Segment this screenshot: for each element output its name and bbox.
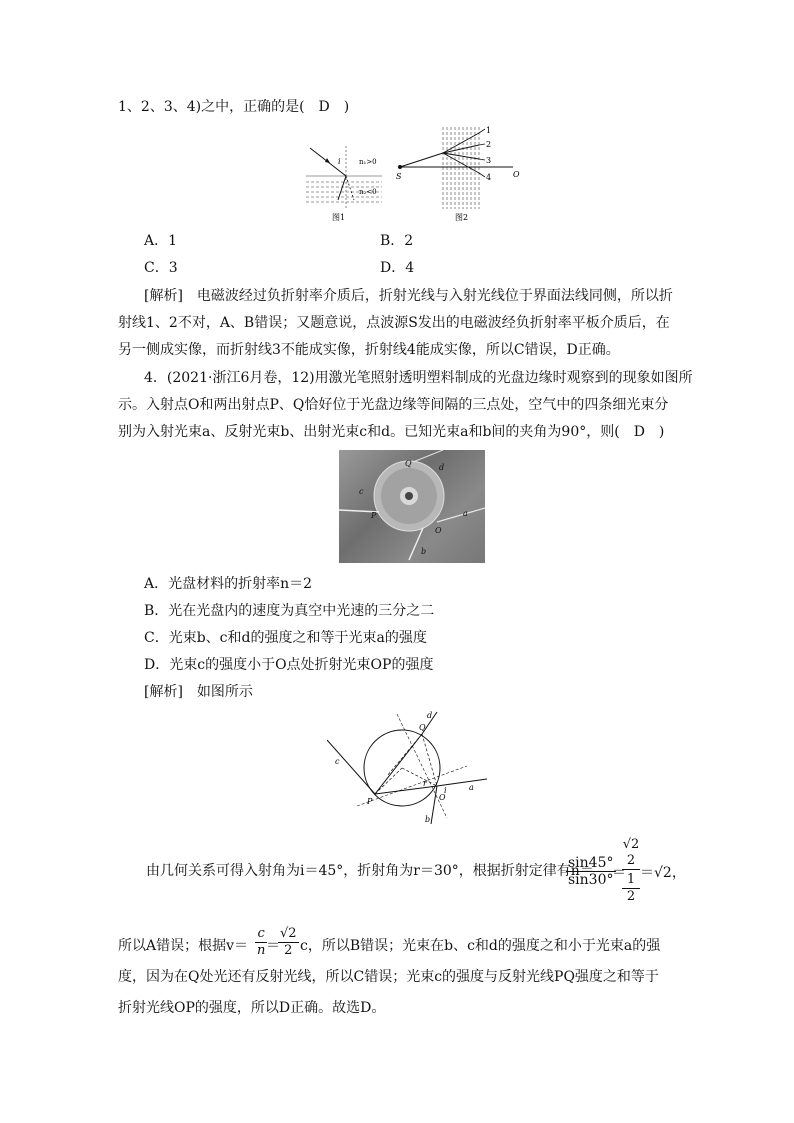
fig1-n1: n₁>0 <box>359 158 377 166</box>
fig2-label-3: 3 <box>486 156 492 165</box>
fig1-caption: 图1 <box>332 213 346 222</box>
photo-d: d <box>439 463 445 472</box>
fig2-O: O <box>513 170 520 179</box>
photo-O: O <box>435 526 442 535</box>
figure-2 <box>393 125 533 225</box>
fig1-i: i <box>338 157 341 166</box>
fig1-n2: n₂<0 <box>359 188 377 196</box>
analysis-line2-a: 所以A错误；根据v＝ <box>118 938 249 954</box>
q3-option-d: D．4 <box>380 260 415 276</box>
analysis-line2-b: c，所以B错误；光束在b、c和d的强度之和小于光束a的强 <box>300 938 661 954</box>
photo-Q: Q <box>405 459 412 468</box>
q3-option-a: A．1 <box>144 233 178 249</box>
line2-eq: ＝ <box>266 938 280 954</box>
q3-analysis-1: [解析] 电磁波经过负折射率介质后，折射光线与入射光线位于界面法线同侧，所以折 <box>144 288 673 304</box>
line2-frac2-num: √2 <box>280 926 297 941</box>
diagram-P: P <box>367 797 373 806</box>
q4-stem-2: 示。入射点O和两出射点P、Q恰好位于光盘边缘等间隔的三点处，空气中的四条细光束分 <box>118 397 669 413</box>
analysis-line3: 度，因为在Q处光还有反射光线，所以C错误；光束c的强度与反射光线PQ强度之和等于 <box>118 969 659 985</box>
diagram-r: r <box>423 779 427 788</box>
eq-numerator: sin45° <box>568 855 614 871</box>
photo-a: a <box>463 509 468 518</box>
equation-text: 由几何关系可得入射角为i＝45°，折射角为r＝30°，根据折射定律有n＝ <box>146 863 594 879</box>
eq-mid-den-num: 2 <box>622 853 640 870</box>
q3-analysis-2: 射线1、2不对，A、B错误；又题意说，点波源S发出的电磁波经负折射率平板介质后，在 <box>118 315 670 331</box>
equation-compound-fraction <box>622 837 640 905</box>
eq-mid-den2: 2 <box>626 889 636 904</box>
fig2-S: S <box>396 172 402 181</box>
analysis-line4: 折射光线OP的强度，所以D正确。故选D。 <box>118 1000 386 1016</box>
q4-diagram <box>327 706 497 830</box>
fig2-label-2: 2 <box>486 140 492 149</box>
eq-mid-den: 1 <box>622 872 640 889</box>
q4-option-b: B．光在光盘内的速度为真空中光速的三分之二 <box>144 603 435 619</box>
fig2-label-1: 1 <box>486 126 492 135</box>
eq-result: ＝√2， <box>640 865 686 881</box>
eq-denominator: sin30° <box>568 872 614 888</box>
eq-sign: ＝ <box>612 865 626 881</box>
fig2-caption: 图2 <box>455 213 469 222</box>
line2-frac-den: n <box>257 943 266 958</box>
equation-fraction <box>566 855 616 888</box>
q4-analysis-head: [解析] 如图所示 <box>144 684 253 700</box>
figure-1 <box>302 138 392 224</box>
eq-mid-num: √2 <box>622 837 640 852</box>
line2-frac-num: c <box>255 926 267 943</box>
q4-option-a: A．光盘材料的折射率n＝2 <box>144 576 313 592</box>
q4-stem-1: 4．(2021·浙江6月卷，12)用激光笔照射透明塑料制成的光盘边缘时观察到的现象如图所 <box>144 370 693 386</box>
q4-option-d: D．光束c的强度小于O点处折射光束OP的强度 <box>144 657 434 673</box>
q3-stem: 1、2、3、4)之中，正确的是( D ) <box>118 99 350 115</box>
line2-fraction-2 <box>278 926 299 959</box>
diagram-d: d <box>427 711 433 720</box>
photo-P: P <box>371 511 377 520</box>
diagram-Q: Q <box>419 723 426 732</box>
diagram-b: b <box>425 815 431 824</box>
diagram-c: c <box>335 757 340 766</box>
photo-b: b <box>421 547 427 556</box>
q4-stem-3: 别为入射光束a、反射光束b、出射光束c和d。已知光束a和b间的夹角为90°，则( D ) <box>118 424 665 440</box>
diagram-O: O <box>439 793 446 802</box>
photo-c: c <box>359 487 364 496</box>
diagram-i: i <box>444 786 447 795</box>
line2-frac2-den: 2 <box>284 943 293 958</box>
cd-photo <box>339 450 485 563</box>
q4-option-c: C．光束b、c和d的强度之和等于光束a的强度 <box>144 630 427 646</box>
q3-analysis-3: 另一侧成实像，而折射线3不能成实像，折射线4能成实像，所以C错误，D正确。 <box>118 342 620 358</box>
diagram-a: a <box>469 783 474 792</box>
fig2-label-4: 4 <box>486 173 492 182</box>
q3-option-b: B．2 <box>380 233 414 249</box>
q3-option-c: C．3 <box>144 260 178 276</box>
